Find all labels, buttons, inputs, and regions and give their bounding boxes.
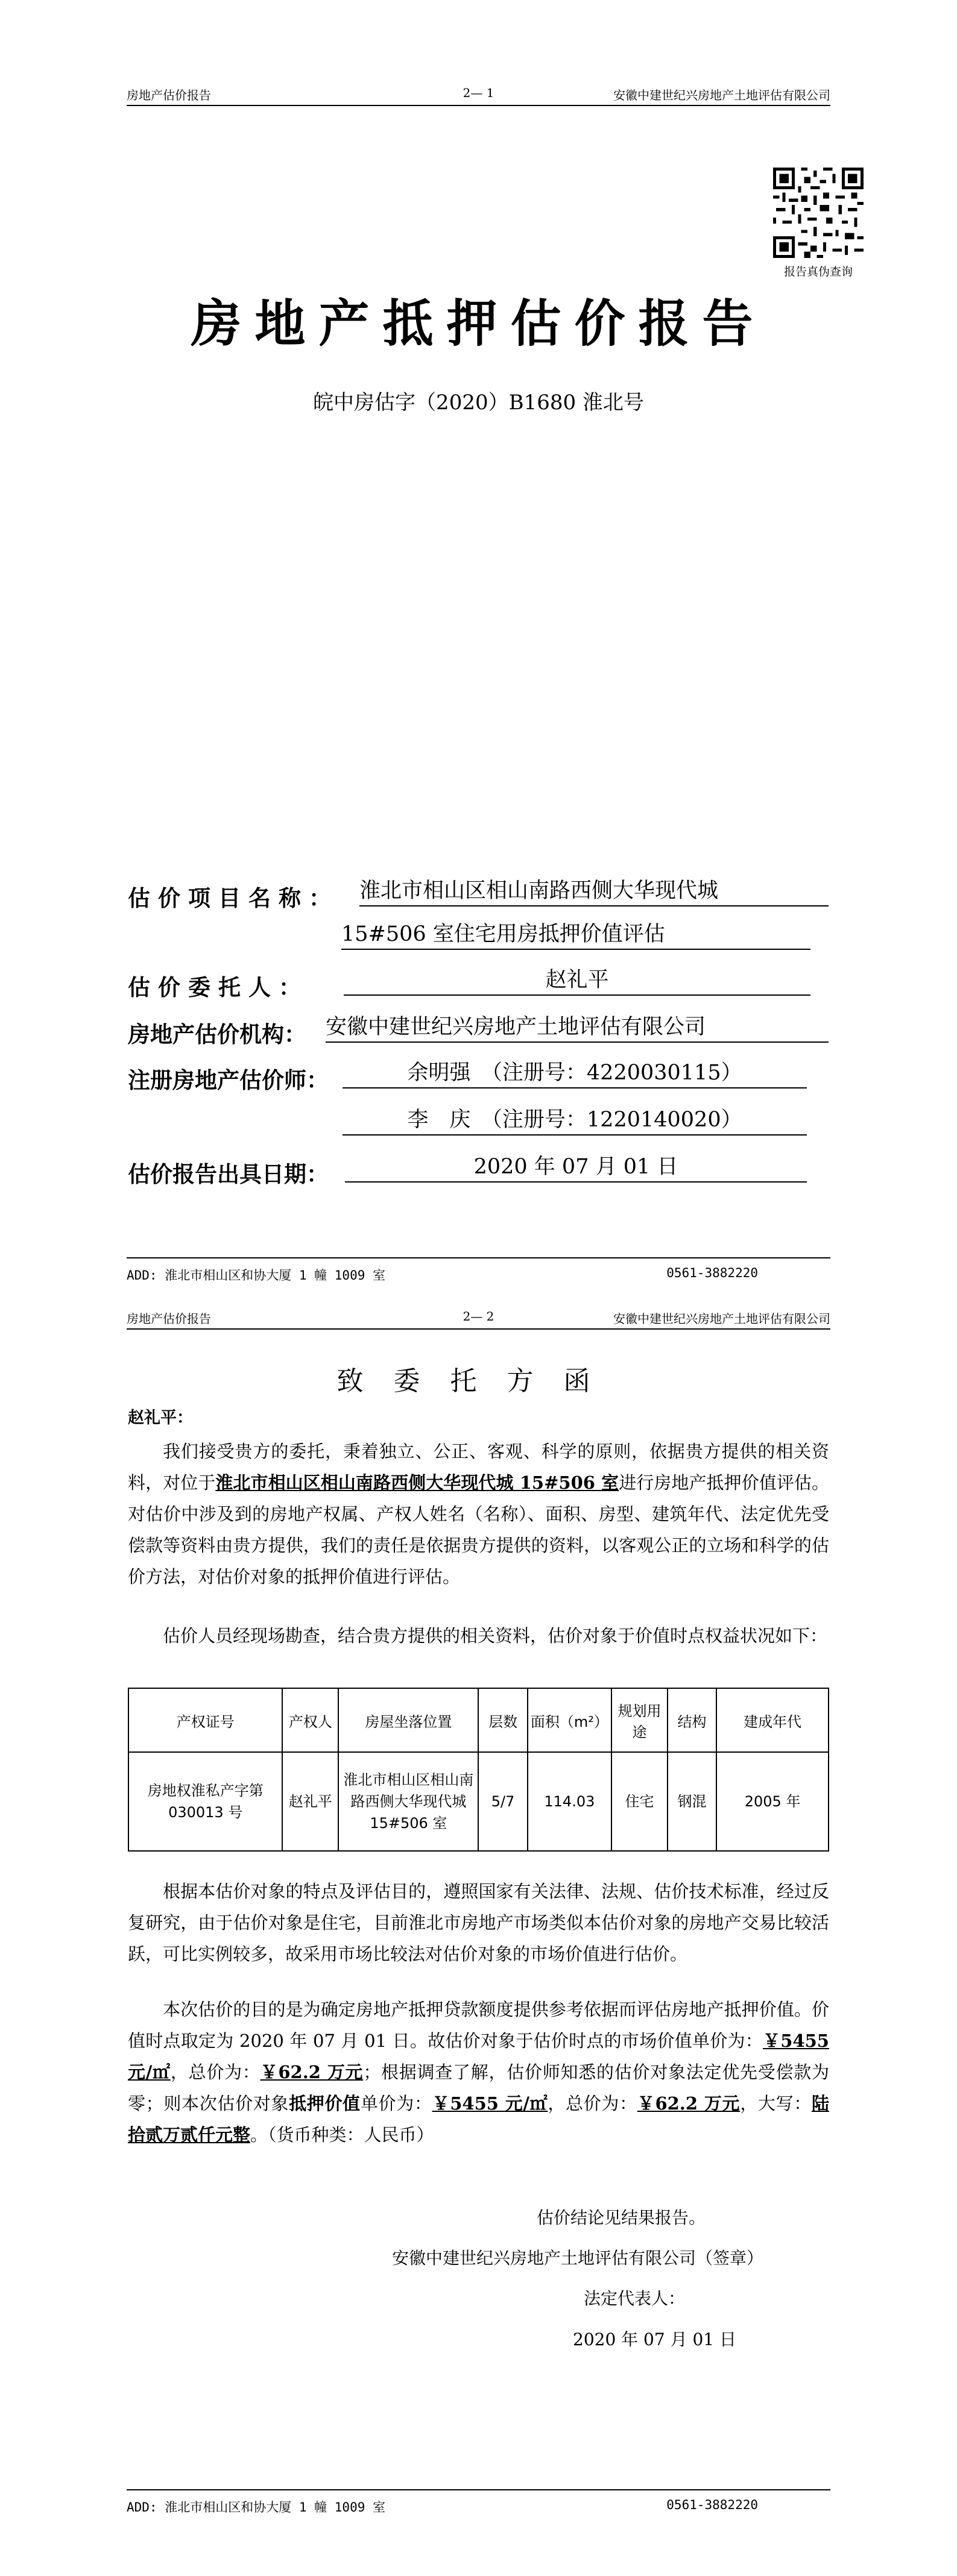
property-location: 淮北市相山区相山南路西侧大华现代城 15#506 室 <box>215 1472 619 1493</box>
header-left: 房地产估价报告 <box>127 88 211 102</box>
col-header: 面积（m²） <box>528 1688 611 1752</box>
report-title: 房地产抵押估价报告 <box>191 294 766 353</box>
cell-structure: 钢混 <box>668 1752 716 1851</box>
total-price: ￥62.2 万元 <box>260 2062 364 2082</box>
report-date-label: 估价报告出具日期： <box>128 1161 329 1187</box>
qr-caption: 报告真伪查询 <box>783 265 853 278</box>
project-name-line2: 15#506 室住宅用房抵押价值评估 <box>341 921 810 950</box>
property-table <box>128 1688 829 1852</box>
closing-company-seal: 安徽中建世纪兴房地产土地评估有限公司（签章） <box>392 2248 764 2268</box>
document-number: 皖中房估字（2020）B1680 淮北号 <box>313 391 644 415</box>
header-company: 安徽中建世纪兴房地产土地评估有限公司 <box>613 1312 830 1326</box>
page-footer <box>127 1257 830 1281</box>
closing-date: 2020 年 07 月 01 日 <box>573 2329 737 2349</box>
header-company: 安徽中建世纪兴房地产土地评估有限公司 <box>613 88 830 102</box>
cell-use: 住宅 <box>611 1752 668 1851</box>
page-footer <box>127 2489 830 2513</box>
cell-area: 114.03 <box>528 1752 611 1851</box>
header-left: 房地产估价报告 <box>127 1312 211 1326</box>
cell-floors: 5/7 <box>478 1752 527 1851</box>
col-header: 结构 <box>668 1688 716 1752</box>
page-header <box>127 1307 830 1330</box>
page-header <box>127 83 830 106</box>
appraiser-label: 注册房地产估价师： <box>128 1067 329 1093</box>
appraiser-2: 李 庆 （注册号：1220140020） <box>343 1107 807 1136</box>
cell-owner: 赵礼平 <box>282 1752 338 1851</box>
footer-phone: 0561-3882220 <box>666 2498 758 2512</box>
project-name-label: 估价项目名称： <box>128 885 339 911</box>
mortgage-unit-price: ￥5455 元/㎡ <box>432 2093 548 2114</box>
col-header: 规划用途 <box>611 1688 668 1752</box>
letter-paragraph-2: 估价人员经现场勘查，结合贵方提供的相关资料，估价对象于价值时点权益状况如下： <box>163 1626 828 1646</box>
table-row <box>128 1752 829 1851</box>
qr-code-icon[interactable] <box>773 168 864 258</box>
footer-address: ADD: 淮北市相山区和协大厦 1 幢 1009 室 <box>127 1268 386 1283</box>
letter-paragraph-1: 我们接受贵方的委托，秉着独立、公正、客观、科学的原则，依据贵方提供的相关资料，对位于淮北市相山区相山南路西侧大华现代城 15#506 室进行房地产抵押价值评估。对估价中涉及到的房地产权属、产权人姓名（名称）、面积、房型、建筑年代、法定优先受偿款等资料由贵方提供，我们的责任是依据贵方提供的资料，以客观公正的立场和科学的估价方法，对估价对象的抵押价值进行评估。 <box>128 1441 829 1587</box>
letter-greeting: 赵礼平： <box>128 1409 193 1427</box>
project-name-line1: 淮北市相山区相山南路西侧大华现代城 <box>359 878 829 906</box>
closing-conclusion: 估价结论见结果报告。 <box>537 2208 706 2228</box>
appraiser-1: 余明强 （注册号：4220030115） <box>343 1060 807 1089</box>
col-header: 产权证号 <box>128 1688 282 1752</box>
client-value: 赵礼平 <box>344 967 810 996</box>
agency-label: 房地产估价机构： <box>128 1022 306 1048</box>
col-header: 产权人 <box>282 1688 338 1752</box>
mortgage-value-label: 抵押价值 <box>289 2093 361 2114</box>
letter-paragraph-3: 根据本估价对象的特点及评估目的，遵照国家有关法律、法规、估价技术标准，经过反复研究，由于估价对象是住宅，目前淮北市房地产市场类似本估价对象的房地产交易比较活跃，可比实例较多，故采用市场比较法对估价对象的市场价值进行估价。 <box>128 1881 829 1964</box>
mortgage-total-price: ￥62.2 万元 <box>637 2093 741 2114</box>
cell-cert-no: 房地权淮私产字第 030013 号 <box>128 1752 282 1851</box>
col-header: 房屋坐落位置 <box>338 1688 478 1752</box>
client-label: 估价委托人： <box>128 975 309 1001</box>
agency-value: 安徽中建世纪兴房地产土地评估有限公司 <box>326 1014 829 1043</box>
col-header: 层数 <box>478 1688 527 1752</box>
footer-address: ADD: 淮北市相山区和协大厦 1 幢 1009 室 <box>127 2500 386 2515</box>
header-page-number: 2— 1 <box>463 86 494 100</box>
footer-phone: 0561-3882220 <box>666 1266 758 1280</box>
amount-in-words: 陆拾贰万贰仟元整 <box>128 2093 829 2145</box>
col-header: 建成年代 <box>716 1688 829 1752</box>
report-date-value: 2020 年 07 月 01 日 <box>345 1154 807 1183</box>
header-page-number: 2— 2 <box>463 1309 494 1324</box>
unit-price: ￥5455 元/㎡ <box>128 2031 829 2082</box>
cell-location: 淮北市相山区相山南路西侧大华现代城 15#506 室 <box>338 1752 478 1851</box>
closing-legal-rep: 法定代表人： <box>584 2289 686 2308</box>
table-header-row <box>128 1688 829 1752</box>
letter-paragraph-4: 本次估价的目的是为确定房地产抵押贷款额度提供参考依据而评估房地产抵押价值。价值时点取定为 2020 年 07 月 01 日。故估价对象于估价时点的市场价值单价为：￥5455 元/㎡，总价为：￥62.2 万元；根据调查了解，估价师知悉的估价对象法定优先受偿款为零；则本次估价对象抵押价值单价为：￥5455 元/㎡，总价为：￥62.2 万元，大写：陆拾贰万贰仟元整。（货币种类：人民币） <box>128 1999 829 2145</box>
cell-built-year: 2005 年 <box>716 1752 829 1851</box>
letter-title: 致委托方函 <box>336 1366 621 1396</box>
